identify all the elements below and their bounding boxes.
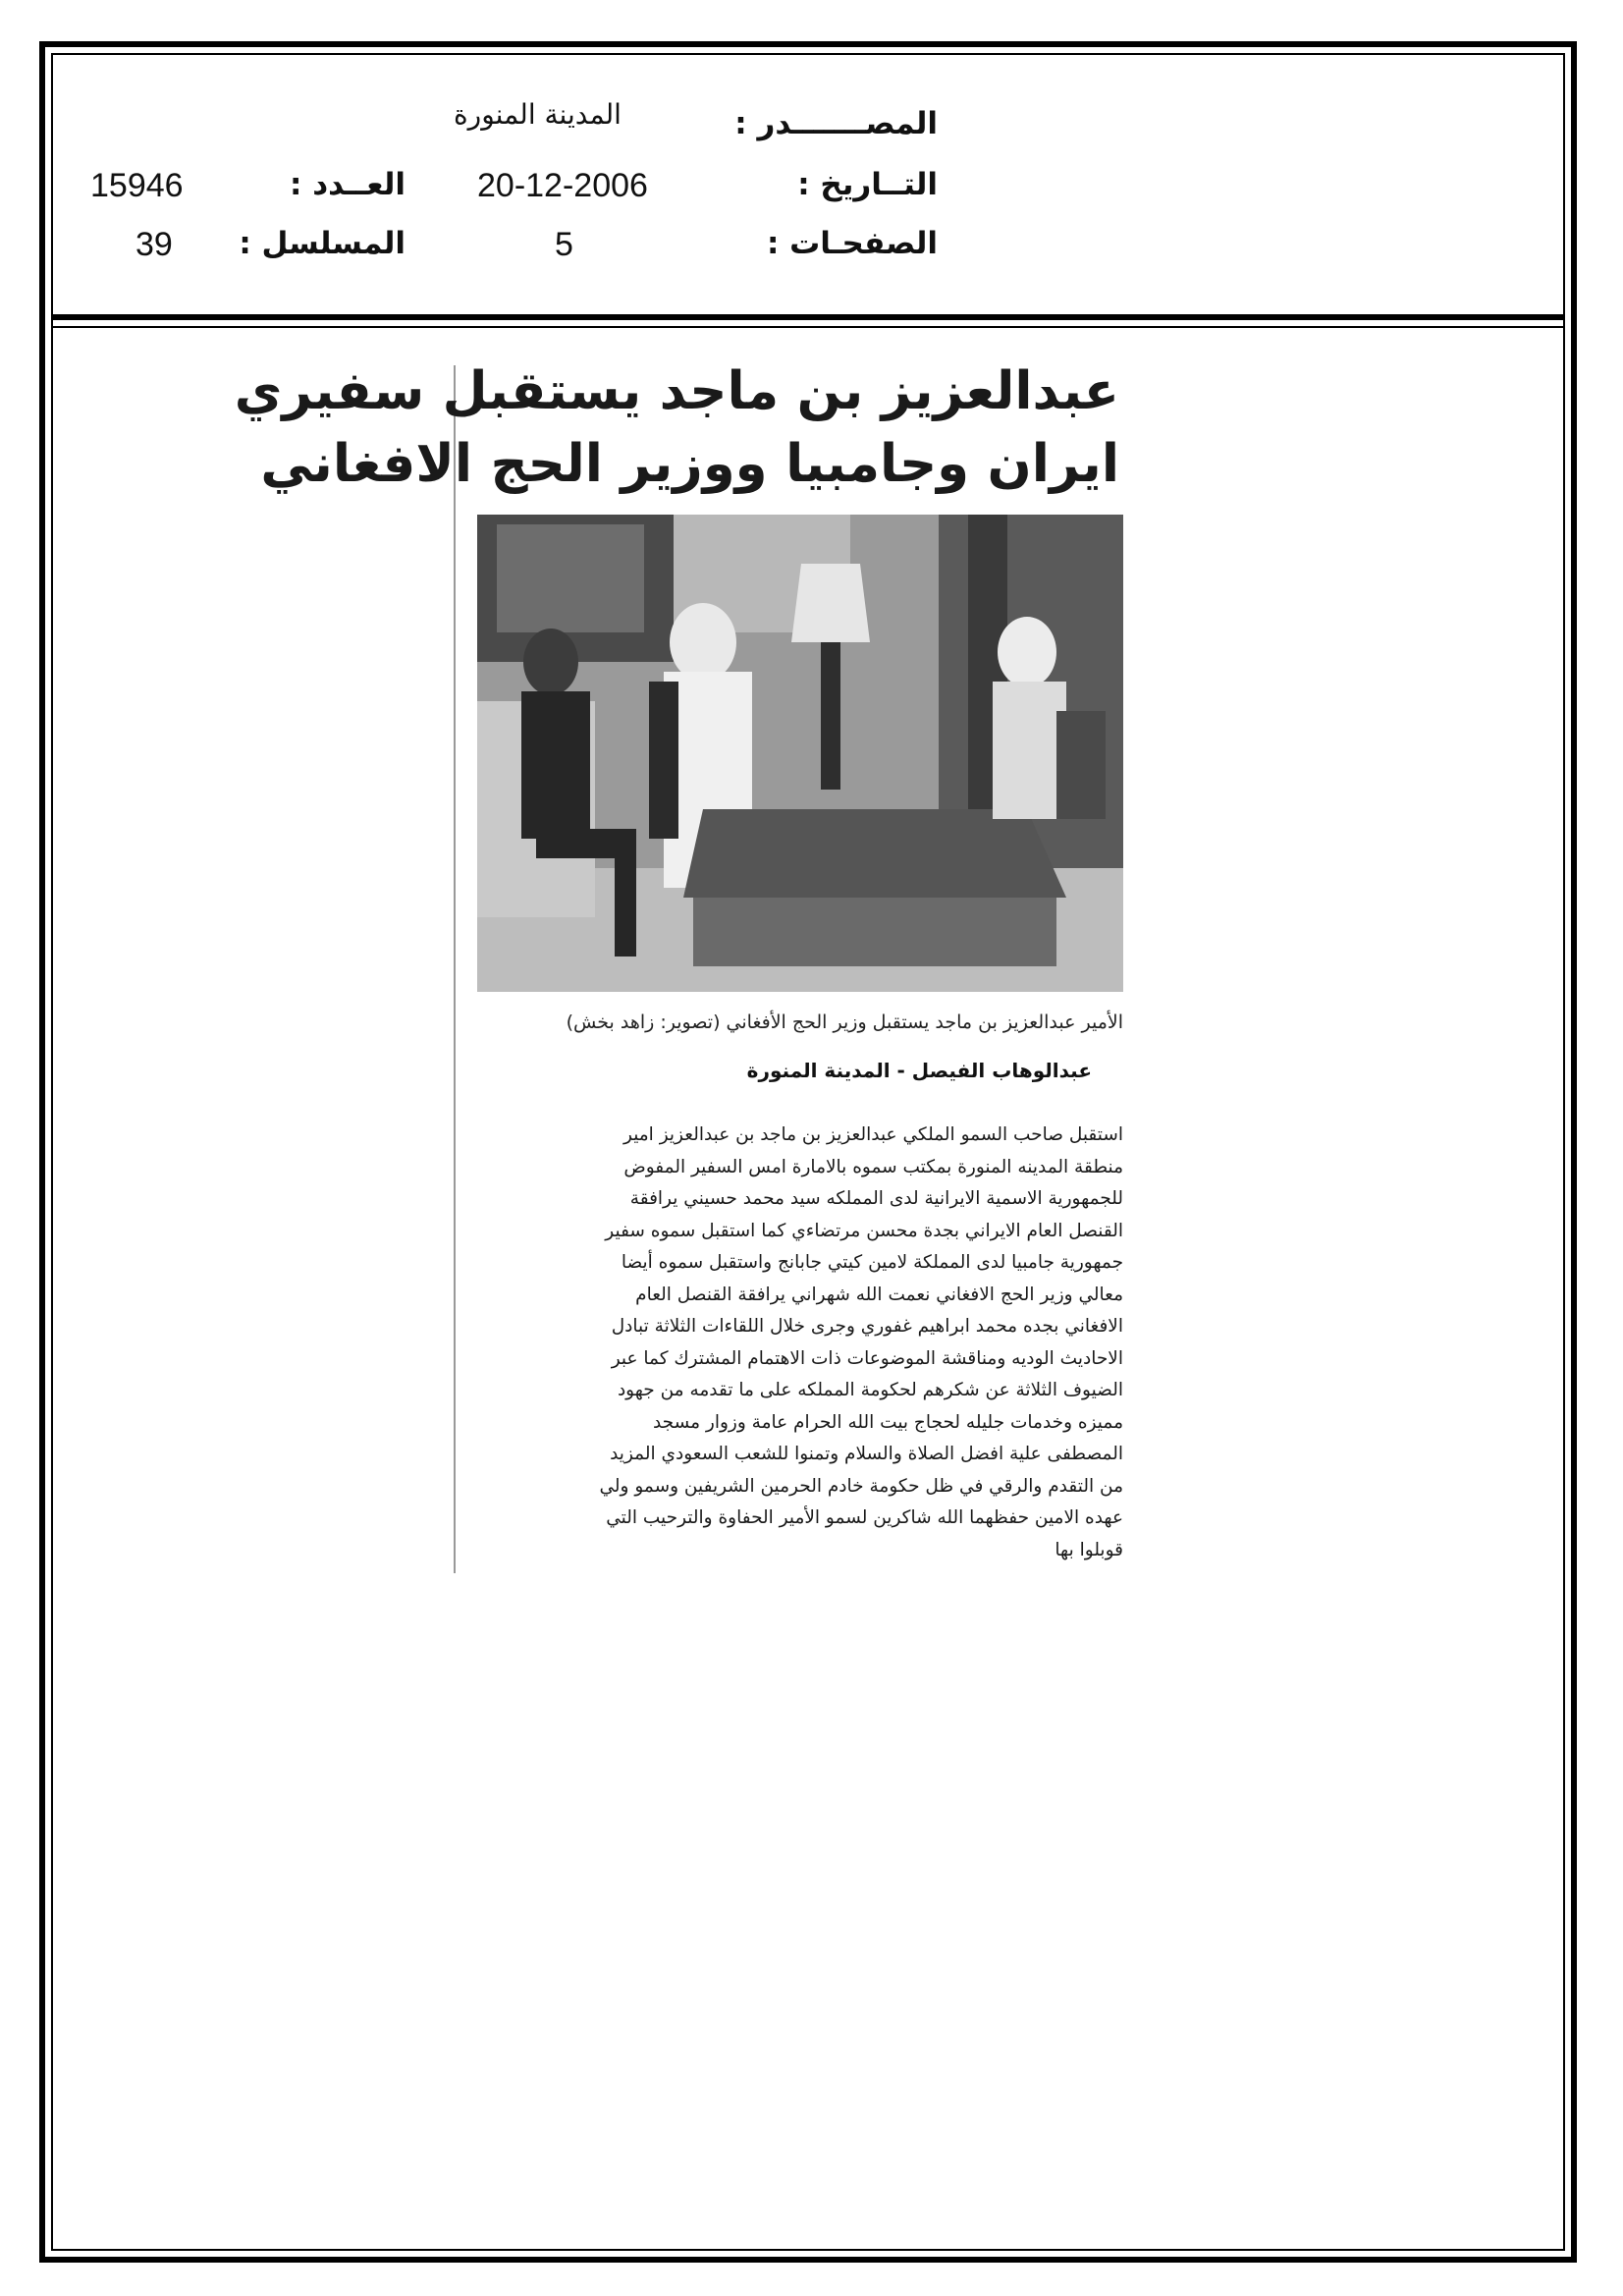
body-line: استقبل صاحب السمو الملكي عبدالعزيز بن ماجد بن عبدالعزيز امير [622,1124,1123,1145]
body-line: من التقدم والرقي في ظل حكومة خادم الحرمين الشريفين وسمو ولي [599,1475,1123,1497]
issue-value: 15946 [90,167,184,204]
pages-value: 5 [555,226,573,263]
clipping-edge-rule [454,365,456,1573]
source-value: المدينة المنورة [454,98,622,131]
issue-label: العــدد : [290,167,406,202]
headline-line-2: ايران وجامبيا ووزير الحج الافغاني [260,434,1119,494]
body-line: منطقة المدينه المنورة بمكتب سموه بالامارة امس السفير المفوض [623,1156,1123,1177]
date-label: التــاريخ : [797,167,938,202]
serial-label: المسلسل : [239,226,406,261]
photo-caption: الأمير عبدالعزيز بن ماجد يستقبل وزير الحج الأفغاني (تصوير: زاهد بخش) [566,1011,1123,1033]
body-line: عهده الامين حفظهما الله شاكرين لسمو الأمير الحفاوة والترحيب التي [606,1507,1123,1528]
body-line: معالي وزير الحج الافغاني نعمت الله شهراني يرافقة القنصل العام [635,1284,1123,1305]
body-line: للجمهورية الاسمية الايرانية لدى المملكه سيد محمد حسيني يرافقة [629,1188,1123,1209]
article-body [477,1120,1123,1566]
article-byline: عبدالوهاب الفيصل - المدينة المنورة [746,1059,1092,1082]
serial-value: 39 [135,226,173,263]
header-divider-thick [51,314,1565,320]
header-divider-thin [51,326,1565,328]
source-label: المصـــــــدر : [734,106,938,141]
body-line: القنصل العام الايراني بجدة محسن مرتضاءي كما استقبل سموه سفير [605,1220,1123,1241]
body-line: مميزه وخدمات جليله لحجاج بيت الله الحرام عامة وزوار مسجد [652,1411,1123,1433]
headline-line-1: عبدالعزيز بن ماجد يستقبل سفيري [234,361,1119,421]
body-line: المصطفى علية افضل الصلاة والسلام وتمنوا للشعب السعودي المزيد [610,1444,1123,1464]
pages-label: الصفحـات : [766,226,938,261]
date-value: 20-12-2006 [477,167,648,204]
body-line: قوبلوا بها [1055,1539,1123,1560]
body-line: الافغاني بجده محمد ابراهيم غفوري وجرى خلال اللقاءات الثلاثة تبادل [611,1316,1123,1337]
article-photo [477,515,1123,992]
body-line: الضيوف الثلاثة عن شكرهم لحكومة المملكه على ما تقدمه من جهود [617,1380,1123,1400]
body-line: الاحاديث الوديه ومناقشة الموضوعات ذات الاهتمام المشترك كما عبر [611,1347,1123,1369]
body-line: جمهورية جامبيا لدى المملكة لامين كيتي جابانج واستقبل سموه أيضا [621,1252,1123,1273]
